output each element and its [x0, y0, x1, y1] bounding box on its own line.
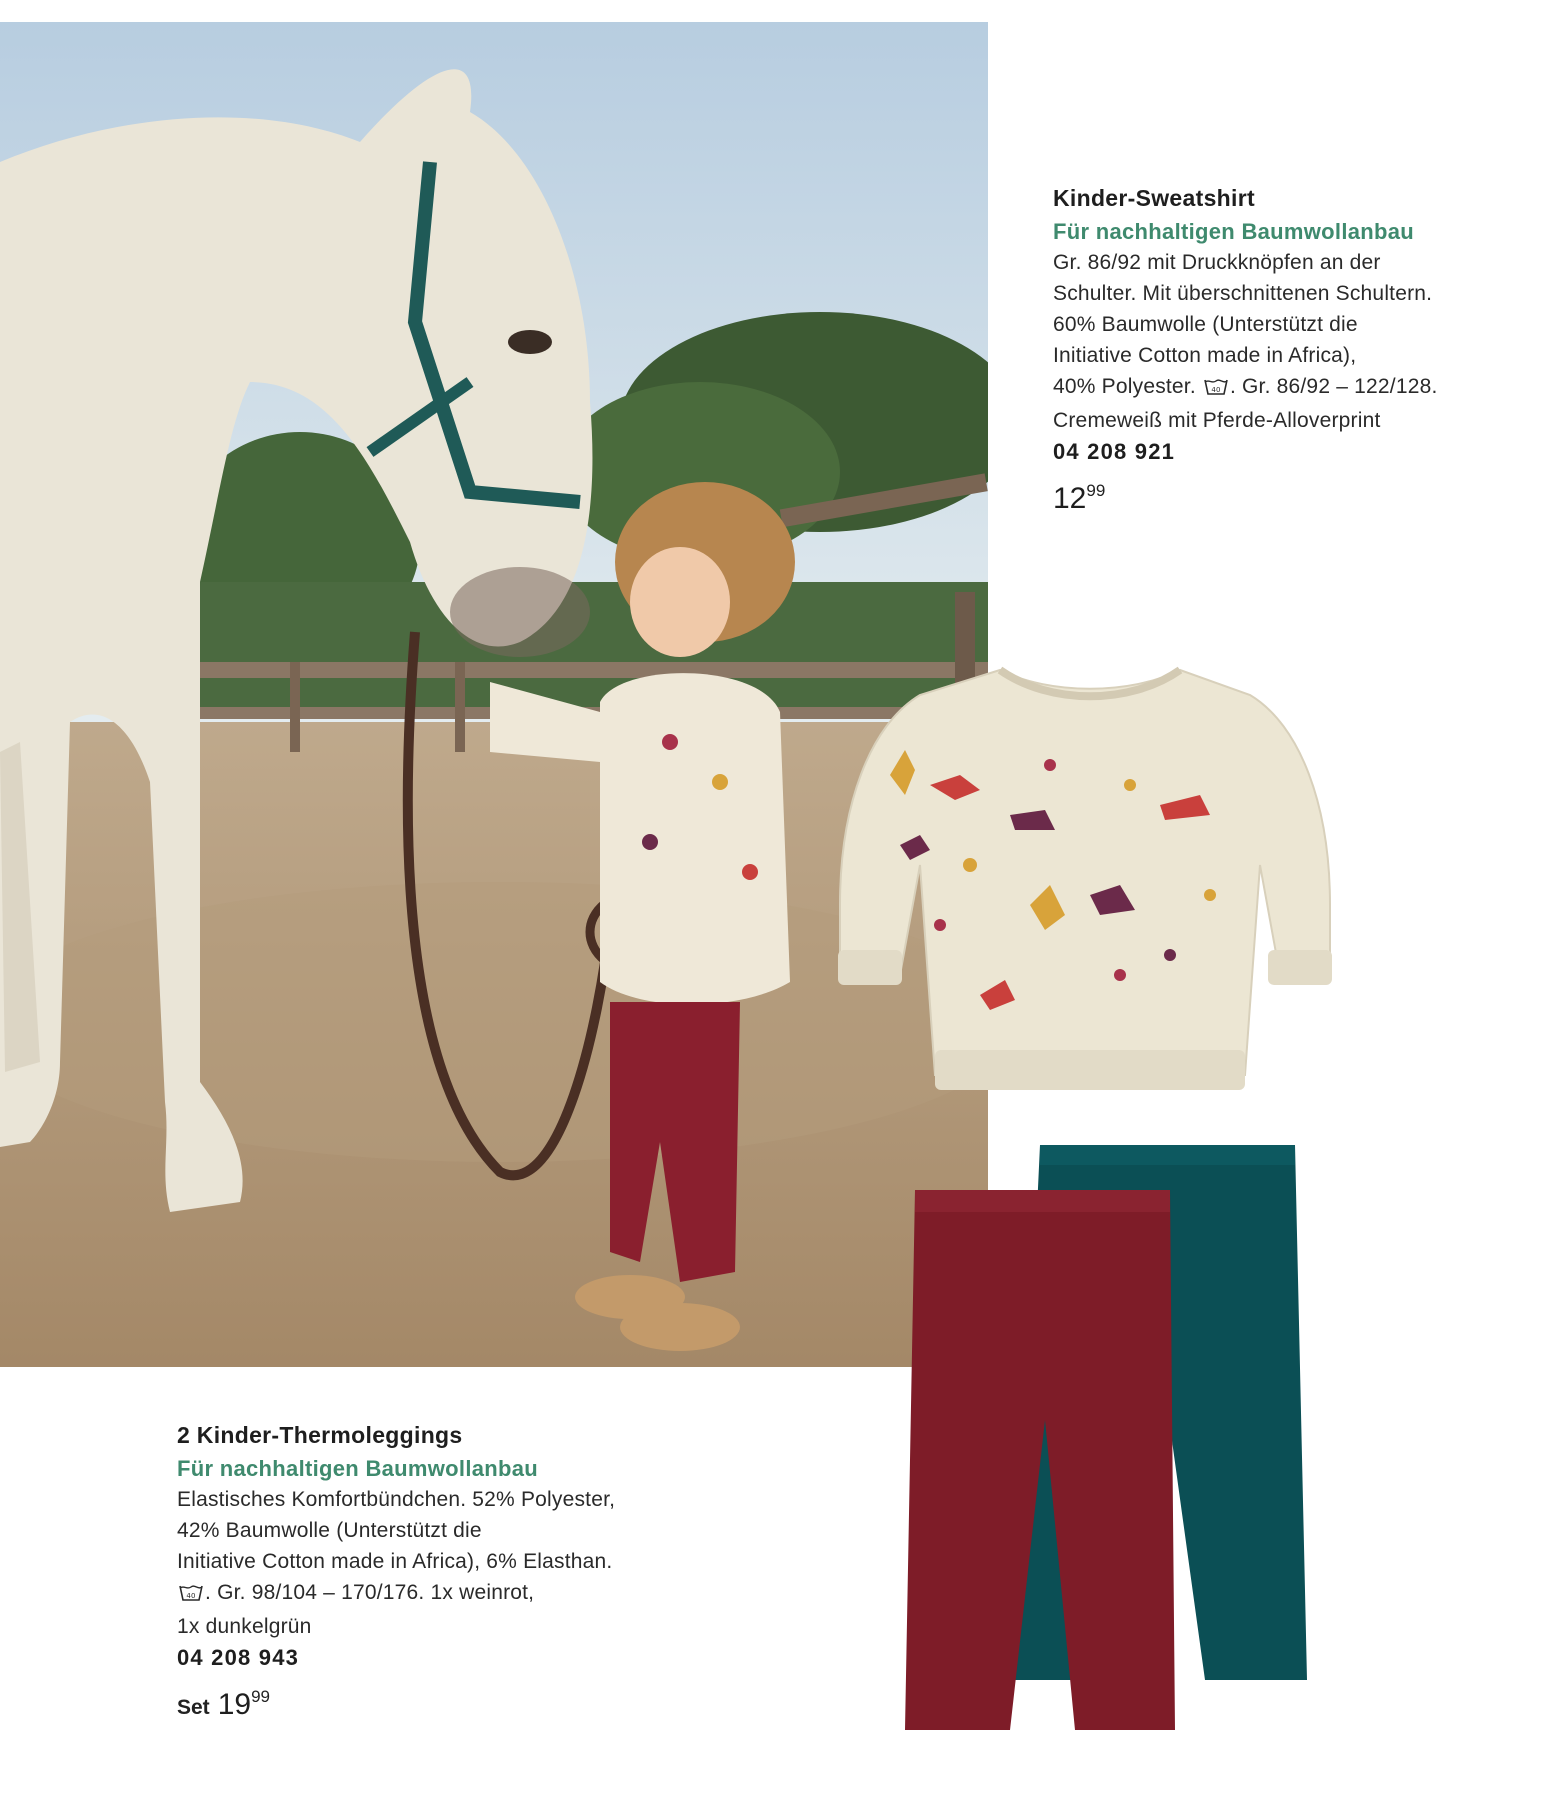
sweatshirt-desc-line: Gr. 86/92 mit Druckknöpfen an der [1053, 251, 1381, 274]
leggings-title: 2 Kinder-Thermoleggings [177, 1422, 463, 1448]
leggings-sizes: . Gr. 98/104 – 170/176. 1x weinrot, [205, 1581, 535, 1604]
leggings-description [177, 1484, 697, 1642]
leggings-price-main: 19 [217, 1688, 252, 1721]
sweatshirt-desc-line: 40% Polyester. [1053, 375, 1196, 398]
wash-40-icon [179, 1580, 203, 1611]
leggings-desc-line: Elastisches Komfortbündchen. 52% Polyester, [177, 1488, 616, 1511]
wash-40-icon [1204, 374, 1228, 405]
leggings-article-number: 04 208 943 [177, 1645, 300, 1670]
leggings-desc-line-care [177, 1577, 697, 1611]
sweatshirt-product-image [830, 665, 1340, 1110]
leggings-price-prefix: Set [177, 1696, 210, 1719]
sweatshirt-info [1053, 183, 1513, 522]
sweatshirt-desc-line: 60% Baumwolle (Unterstützt die [1053, 313, 1358, 336]
sweatshirt-desc-line: Initiative Cotton made in Africa), [1053, 344, 1357, 367]
leggings-price [177, 1679, 697, 1728]
sweatshirt-price-cents: 99 [1086, 481, 1106, 500]
sweatshirt-color: Cremeweiß mit Pferde-Alloverprint [1053, 409, 1381, 432]
leggings-color: 1x dunkelgrün [177, 1615, 312, 1638]
sweatshirt-price [1053, 473, 1513, 522]
sweatshirt-sizes: . Gr. 86/92 – 122/128. [1229, 375, 1438, 398]
sweatshirt-title: Kinder-Sweatshirt [1053, 185, 1255, 211]
sweatshirt-description [1053, 247, 1513, 436]
leggings-subtitle: Für nachhaltigen Baumwollanbau [177, 1456, 539, 1481]
svg-text:40: 40 [1211, 386, 1221, 394]
leggings-desc-line: 42% Baumwolle (Unterstützt die [177, 1519, 482, 1542]
sweatshirt-subtitle: Für nachhaltigen Baumwollanbau [1053, 219, 1415, 244]
leggings-desc-line: Initiative Cotton made in Africa), 6% Elasthan. [177, 1550, 613, 1573]
sweatshirt-article-number: 04 208 921 [1053, 439, 1176, 464]
leggings-price-cents: 99 [251, 1687, 270, 1706]
leggings-info [177, 1420, 697, 1728]
sweatshirt-desc-line-care [1053, 371, 1513, 405]
svg-text:40: 40 [186, 1592, 196, 1600]
leggings-product-image [895, 1140, 1315, 1745]
sweatshirt-price-main: 12 [1053, 482, 1087, 515]
sweatshirt-desc-line: Schulter. Mit überschnittenen Schultern. [1053, 282, 1433, 305]
